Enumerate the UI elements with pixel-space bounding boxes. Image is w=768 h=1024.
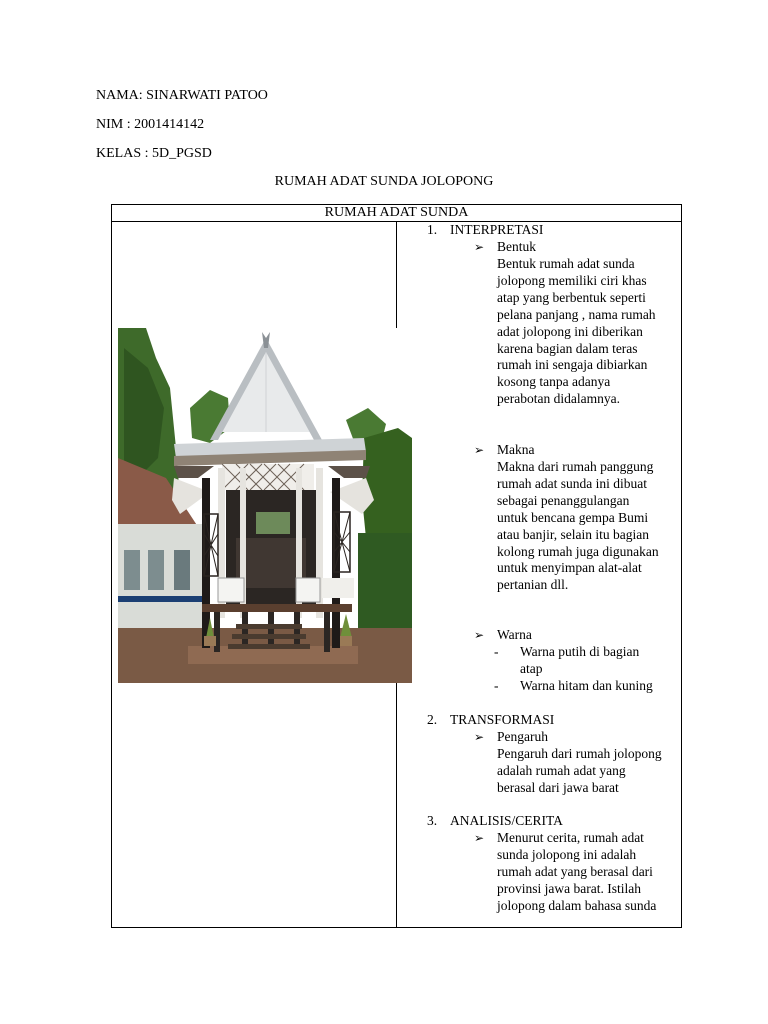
section-title-interpretasi: INTERPRETASI: [450, 222, 544, 237]
section-number: 1.: [427, 222, 438, 237]
house-photo: [118, 328, 412, 683]
item-text-bentuk: Bentuk rumah adat sunda jolopong memiliki ciri khas atap yang berbentuk seperti pelana panjang , nama rumah adat jolopong ini diberikan karena bagian dalam teras rumah ini sengaja dibiarkan kosong tanpa adanya perabotan didalamnya.: [497, 256, 656, 407]
content-table: [111, 204, 682, 928]
item-label-warna: Warna: [497, 627, 532, 642]
house-illustration: [118, 328, 412, 683]
section-title-transformasi: TRANSFORMASI: [450, 712, 555, 727]
dash-marker: -: [494, 644, 499, 659]
warna-subitem-1: Warna putih di bagian atap: [520, 644, 640, 676]
bullet-arrow-icon: ➢: [474, 628, 485, 642]
student-id: NIM : 2001414142: [96, 117, 205, 132]
warna-subitem-2: Warna hitam dan kuning: [520, 678, 653, 693]
section-number: 2.: [427, 712, 438, 727]
section-title-analisis: ANALISIS/CERITA: [450, 813, 563, 828]
bullet-arrow-icon: ➢: [474, 443, 485, 457]
bullet-arrow-icon: ➢: [474, 831, 485, 845]
document-title: RUMAH ADAT SUNDA JOLOPONG: [274, 174, 494, 189]
student-name: NAMA: SINARWATI PATOO: [96, 88, 268, 103]
section-number: 3.: [427, 813, 438, 828]
item-label-makna: Makna: [497, 442, 535, 457]
item-label-bentuk: Bentuk: [497, 239, 536, 254]
table-heading: RUMAH ADAT SUNDA: [112, 205, 682, 222]
item-text-cerita: Menurut cerita, rumah adat sunda jolopong ini adalah rumah adat yang berasal dari provinsi jawa barat. Istilah jolopong dalam bahasa sunda: [497, 830, 657, 913]
bullet-arrow-icon: ➢: [474, 240, 485, 254]
photo-cell: [112, 222, 397, 928]
class-label: KELAS : 5D_PGSD: [96, 146, 212, 161]
bullet-arrow-icon: ➢: [474, 730, 485, 744]
dash-marker: -: [494, 678, 499, 693]
description-cell: [397, 222, 682, 928]
item-text-pengaruh: Pengaruh dari rumah jolopong adalah rumah adat yang berasal dari jawa barat: [497, 746, 662, 795]
item-text-makna: Makna dari rumah panggung rumah adat sunda ini dibuat sebagai penanggulangan untuk bencana gempa Bumi atau banjir, selain itu bagian kolong rumah juga digunakan untuk menyimpan alat-alat pertanian dll.: [497, 459, 659, 593]
item-label-pengaruh: Pengaruh: [497, 729, 548, 744]
